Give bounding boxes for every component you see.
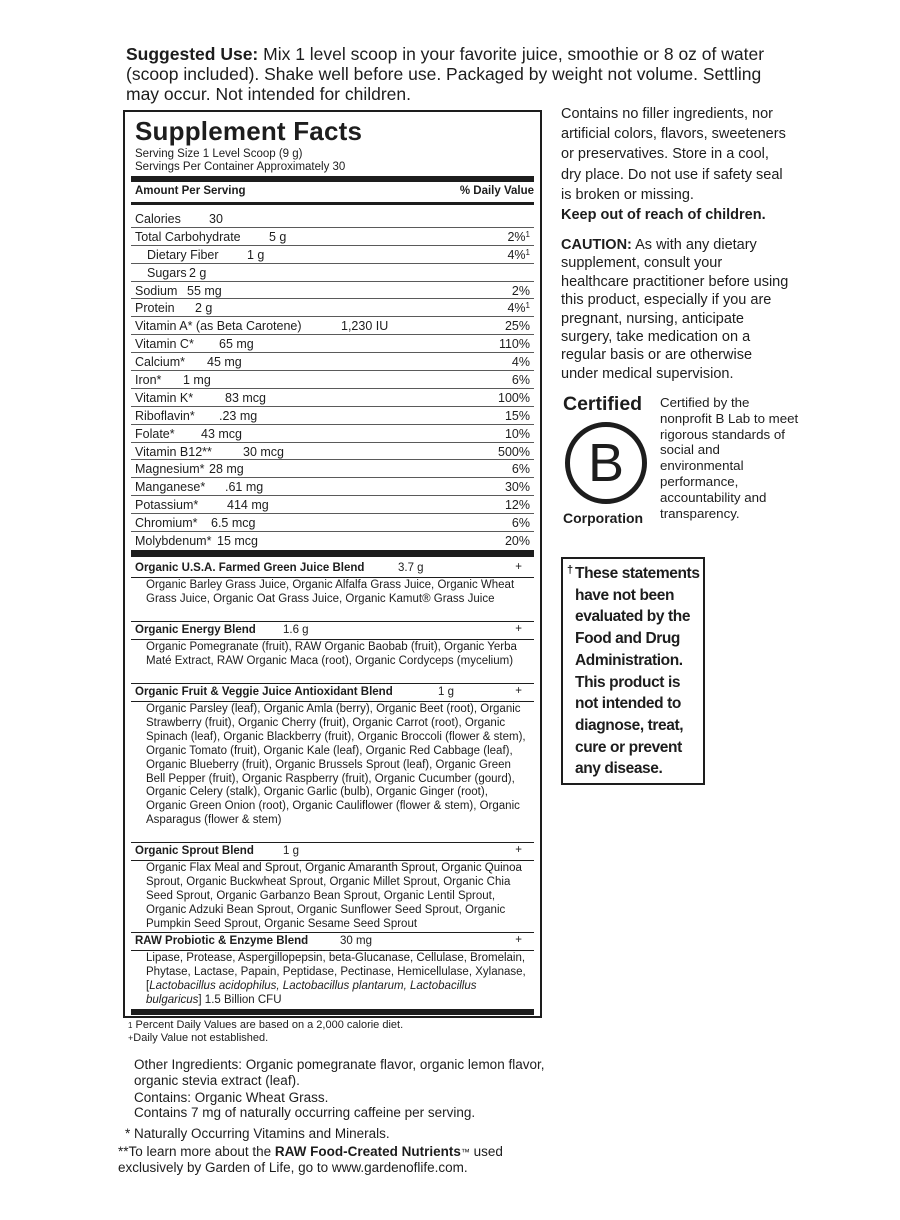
nutrient-daily-value — [512, 516, 530, 530]
blend-amount: 1.6 g — [283, 624, 309, 636]
nutrient-amount: 43 mcg — [201, 426, 242, 441]
nutrient-name: Sugars — [147, 265, 187, 280]
nutrient-row — [131, 514, 534, 532]
divider — [131, 639, 534, 640]
asterisk-mark: * — [125, 1126, 131, 1141]
blend-ingredients — [146, 952, 528, 1008]
nutrient-amount: 1 g — [247, 247, 265, 262]
nutrient-name: Calcium* — [135, 355, 186, 370]
nutrient-daily-value — [507, 230, 530, 244]
divider — [131, 577, 534, 578]
daily-value-percent: 4% — [507, 301, 526, 316]
nutrient-row — [131, 478, 534, 496]
daily-value-percent: 30% — [504, 480, 530, 495]
nutrient-name: Manganese* — [135, 480, 206, 495]
daily-value-percent: 12% — [504, 498, 530, 513]
nutrient-amount: 1 mg — [183, 373, 211, 388]
amount-per-serving-label: Amount Per Serving — [135, 185, 246, 197]
nutrient-amount: 45 mg — [207, 355, 242, 370]
raw-brand-name: RAW Food-Created Nutrients — [274, 1144, 461, 1159]
footnote-mark: 1 — [525, 229, 530, 239]
nutrient-amount: 1,230 IU — [341, 319, 389, 334]
blend-dv: + — [515, 844, 522, 856]
daily-value-percent: 6% — [511, 516, 530, 531]
blend-ingredients: Organic Barley Grass Juice, Organic Alfalfa Grass Juice, Organic Wheat Grass Juice, Organic Oat Grass Juice, Organic Kamut® Grass Juice — [146, 579, 515, 605]
nutrient-row — [131, 460, 534, 478]
medium-divider — [131, 202, 534, 205]
blend-ingredients: Organic Pomegranate (fruit), RAW Organic Baobab (fruit), Organic Yerba Maté Extract, RAW Organic Maca (root), Organic Cordyceps (mycelium) — [146, 641, 517, 667]
nutrient-daily-value — [505, 319, 530, 333]
divider — [131, 932, 534, 933]
b-corp-logo-icon — [564, 421, 648, 505]
blend-name: Organic Fruit & Veggie Juice Antioxidant Blend — [135, 686, 393, 698]
caution-body: As with any dietary supplement, consult your healthcare practitioner before using this product, especially if you are pregnant, nursing, anticipate surgery, take medication on a regular basis or are otherwise under medical supervision. — [561, 237, 789, 382]
nutrient-amount: 414 mg — [227, 498, 269, 513]
nutrient-amount: 15 mcg — [217, 534, 258, 549]
blend-amount: 1 g — [283, 845, 299, 857]
nutrient-amount: 30 mcg — [243, 444, 284, 459]
nutrient-name: Vitamin K* — [135, 390, 194, 405]
storage-info — [561, 104, 791, 225]
blend-ingredients: Organic Parsley (leaf), Organic Amla (berry), Organic Beet (root), Organic Strawberry (fruit), Organic Cherry (fruit), Organic Carrot (root), Organic Spinach (leaf), Organic Blackberry (fruit), Organic Broccoli (flower & stem), Organic Tomato (fruit), Organic Kale (leaf), Organic Red Cabbage (leaf), Organic Blueberry (fruit), Organic Brussels Sprout (leaf), Organic Green Bell Pepper (fruit), Organic Raspberry (fruit), Organic Cucumber (gourd), Organic Celery (stalk), Organic Garlic (bulb), Organic Ginger (root), Organic Green Onion (root), Organic Cauliflower (flower & stem), Organic Asparagus (flower & stem) — [146, 703, 526, 827]
divider — [131, 860, 534, 861]
nutrient-row — [131, 496, 534, 514]
nutrient-daily-value — [505, 480, 530, 494]
nutrient-row — [131, 210, 534, 228]
panel-title: Supplement Facts — [135, 116, 363, 146]
double-asterisk-mark: ** — [118, 1144, 129, 1159]
blend-row — [135, 845, 534, 859]
nutrient-row — [131, 317, 534, 335]
b-corp-certification — [563, 393, 803, 543]
divider — [131, 683, 534, 684]
nutrient-row — [131, 407, 534, 425]
nutrient-amount: 83 mcg — [225, 390, 266, 405]
nutrient-name: Calories — [135, 212, 181, 226]
blend-amount: 1 g — [438, 686, 454, 698]
blend-name: Organic U.S.A. Farmed Green Juice Blend — [135, 562, 365, 574]
supplement-facts-panel — [123, 110, 542, 1018]
nutrient-amount: 55 mg — [187, 283, 222, 298]
nutrient-amount: 2 g — [195, 301, 213, 316]
footnote-text: Percent Daily Values are based on a 2,000 calorie diet. — [135, 1019, 404, 1031]
nutrient-daily-value — [499, 337, 530, 351]
daily-value-percent: 15% — [504, 408, 530, 423]
divider — [131, 701, 534, 702]
blend-name: Organic Sprout Blend — [135, 845, 254, 857]
blend-amount: 3.7 g — [398, 562, 424, 574]
blend-row — [135, 686, 534, 700]
nutrient-daily-value — [512, 284, 530, 298]
nutrient-row — [131, 299, 534, 317]
daily-value-percent: 4% — [507, 247, 526, 262]
note-text: used exclusively by Garden of Life, go to www.gardenoflife.com. — [118, 1144, 503, 1175]
thick-divider — [131, 550, 534, 557]
nutrient-name: Potassium* — [135, 498, 199, 513]
nutrient-row — [131, 228, 534, 246]
blend-dv: + — [515, 561, 522, 573]
suggested-use-label: Suggested Use: — [126, 44, 259, 64]
nutrient-daily-value — [512, 355, 530, 369]
contains-statement: Contains: Organic Wheat Grass. — [134, 1090, 329, 1105]
nutrient-row — [131, 335, 534, 353]
nutrient-row — [131, 389, 534, 407]
daily-value-percent: 2% — [511, 283, 530, 298]
footnote-mark: + — [128, 1033, 134, 1043]
trademark-mark: ™ — [460, 1147, 470, 1157]
divider — [131, 842, 534, 843]
servings-per-container: Servings Per Container Approximately 30 — [135, 161, 346, 173]
blend-row — [135, 935, 534, 949]
nutrient-daily-value — [505, 498, 530, 512]
b-corp-corporation-label: Corporation — [563, 510, 644, 526]
nutrient-name: Dietary Fiber — [147, 247, 219, 262]
divider — [131, 950, 534, 951]
daily-value-percent: 20% — [504, 534, 530, 549]
fda-disclaimer-text: These statements have not been evaluated by the Food and Drug Administration. This product is not intended to diagnose, treat, cure or prevent any disease. — [575, 565, 700, 778]
daily-value-percent: 10% — [504, 426, 530, 441]
nutrient-amount: 28 mg — [209, 462, 244, 477]
nutrient-daily-value — [507, 301, 530, 315]
nutrient-row — [131, 425, 534, 443]
b-corp-certified-label: Certified — [563, 393, 643, 415]
thick-divider — [131, 176, 534, 182]
suggested-use-text: Mix 1 level scoop in your favorite juice, smoothie or 8 oz of water (scoop included). Shake well before use. Packaged by weight not volume. Settling may occur. Not intended for children. — [126, 44, 765, 104]
nutrient-amount: 65 mg — [219, 337, 254, 352]
nutrient-amount: 2 g — [189, 265, 207, 280]
blend-dv: + — [515, 934, 522, 946]
daily-value-header: % Daily Value — [459, 185, 534, 197]
note-text: Naturally Occurring Vitamins and Minerals. — [134, 1126, 390, 1141]
daily-value-percent: 6% — [511, 462, 530, 477]
nutrient-daily-value — [507, 248, 530, 262]
nutrient-daily-value — [505, 409, 530, 423]
raw-food-note — [118, 1144, 548, 1176]
nutrient-name: Molybdenum* — [135, 534, 212, 549]
nutrient-name: Folate* — [135, 426, 175, 441]
divider — [131, 621, 534, 622]
blend-ingredients: Organic Flax Meal and Sprout, Organic Amaranth Sprout, Organic Quinoa Sprout, Organic Buckwheat Sprout, Organic Millet Sprout, Organic Chia Seed Sprout, Organic Garbanzo Bean Sprout, Organic Lentil Sprout, Organic Adzuki Bean Sprout, Organic Sunflower Seed Sprout, Organic Pumpkin Seed Sprout, Organic Sesame Seed Sprout — [146, 862, 522, 930]
nutrient-name: Magnesium* — [135, 462, 205, 477]
nutrient-name: Total Carbohydrate — [135, 229, 241, 244]
keep-out-text: Keep out of reach of children. — [561, 207, 766, 224]
naturally-occurring-note — [125, 1126, 565, 1142]
blend-row — [135, 624, 534, 638]
footnote-mark: 1 — [525, 247, 530, 257]
nutrient-amount: 5 g — [269, 229, 287, 244]
daily-value-percent: 6% — [511, 373, 530, 388]
nutrient-list — [131, 210, 534, 550]
nutrient-daily-value — [498, 391, 530, 405]
blend-name: RAW Probiotic & Enzyme Blend — [135, 935, 309, 947]
nutrient-row — [131, 246, 534, 264]
nutrient-row — [131, 532, 534, 550]
footnote-mark: 1 — [128, 1021, 133, 1030]
caution-text — [561, 236, 791, 383]
blend-dv: + — [515, 623, 522, 635]
blend-dv: + — [515, 685, 522, 697]
daily-value-percent: 500% — [498, 444, 530, 459]
daily-value-percent: 110% — [498, 337, 530, 352]
note-text: To learn more about the — [128, 1144, 275, 1159]
suggested-use — [126, 44, 786, 104]
nutrient-row — [131, 282, 534, 300]
daily-value-percent: 25% — [504, 319, 530, 334]
fda-disclaimer-box — [561, 557, 705, 785]
probiotic-strains: Lactobacillus acidophilus, Lactobacillus plantarum, Lactobacillus bulgaricus — [146, 979, 477, 1006]
nutrient-daily-value — [498, 445, 530, 459]
footnote-dv-not-established — [128, 1032, 268, 1045]
nutrient-name: Protein — [135, 301, 175, 316]
nutrient-name: Chromium* — [135, 516, 198, 531]
nutrient-name: Vitamin C* — [135, 337, 194, 352]
nutrient-amount: 6.5 mcg — [211, 516, 256, 531]
caffeine-statement: Contains 7 mg of naturally occurring caffeine per serving. — [134, 1105, 476, 1120]
dagger-mark: † — [567, 564, 574, 576]
nutrient-name: Sodium — [135, 283, 178, 298]
nutrient-amount: .23 mg — [219, 408, 258, 423]
blend-ingredients-cfu: ] 1.5 Billion CFU — [198, 993, 282, 1006]
nutrient-amount: .61 mg — [225, 480, 264, 495]
amount-per-serving-row — [135, 185, 534, 199]
nutrient-name: Vitamin A* (as Beta Carotene) — [135, 319, 302, 334]
nutrient-daily-value — [505, 427, 530, 441]
nutrient-name: Iron* — [135, 373, 162, 388]
thick-divider — [131, 1009, 534, 1015]
nutrient-daily-value — [512, 373, 530, 387]
nutrient-name: Riboflavin* — [135, 408, 195, 423]
blend-name: Organic Energy Blend — [135, 624, 256, 636]
nutrient-row — [131, 353, 534, 371]
nutrient-row — [131, 443, 534, 461]
other-ingredients: Other Ingredients: Organic pomegranate flavor, organic lemon flavor, organic stevia extract (leaf). — [134, 1057, 545, 1088]
nutrient-row — [131, 371, 534, 389]
serving-size: Serving Size 1 Level Scoop (9 g) — [135, 148, 303, 160]
footnote-text: Daily Value not established. — [133, 1032, 269, 1044]
daily-value-percent: 4% — [511, 355, 530, 370]
blend-amount: 30 mg — [340, 935, 372, 947]
no-filler-text: Contains no filler ingredients, nor artificial colors, flavors, sweeteners or preservatives. Store in a cool, dry place. Do not use if safety seal is broken or missing. — [561, 106, 786, 203]
nutrient-name: Vitamin B12** — [135, 444, 212, 459]
daily-value-percent: 100% — [498, 390, 530, 405]
blend-row — [135, 562, 534, 576]
blend-ingredients-text: Lipase, Protease, Aspergillopepsin, beta-Glucanase, Cellulase, Bromelain, Phytase, Lactase, Papain, Peptidase, Pectinase, Hemicellulase, Xylanase, [ — [146, 952, 526, 992]
nutrient-amount: 30 — [209, 212, 223, 226]
footnote-mark: 1 — [525, 301, 530, 311]
nutrient-daily-value — [512, 462, 530, 476]
b-corp-letter: B — [587, 433, 625, 493]
footnote-percent-dv — [128, 1019, 403, 1032]
daily-value-percent: 2% — [507, 229, 526, 244]
caution-label: CAUTION: — [561, 237, 632, 253]
b-corp-description: Certified by the nonprofit B Lab to meet rigorous standards of social and environmental performance, accountability and transparency. — [660, 395, 799, 521]
nutrient-row — [131, 264, 534, 282]
nutrient-daily-value — [505, 534, 530, 548]
